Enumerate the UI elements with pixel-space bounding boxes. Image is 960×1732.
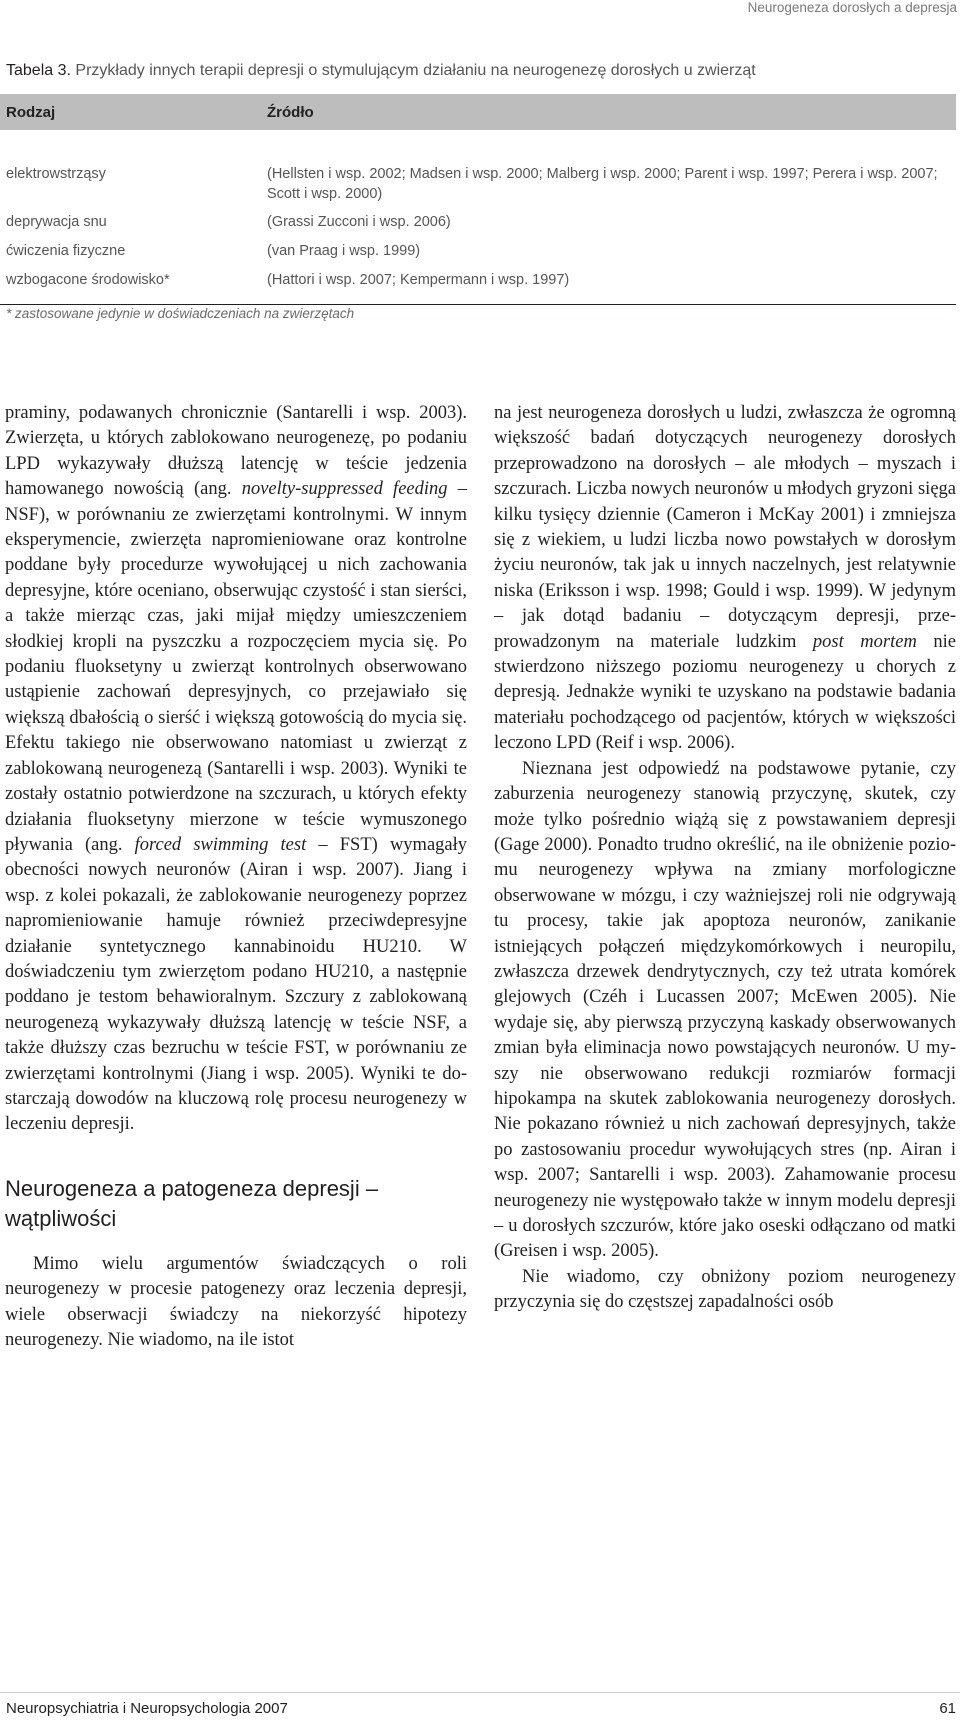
table-cell-type: wzbogacone środowisko* [0,261,261,305]
table-cell-source: (Hattori i wsp. 2007; Kempermann i wsp. 1997) [261,261,956,305]
section-heading: Neurogeneza a patogeneza depresji – wątpliwości [5,1175,379,1231]
table-header-source: Źródło [261,94,956,130]
body-paragraph: Mimo wielu argumentów świadczących o roli neurogenezy w procesie patogenezy oraz leczenia depresji, wiele obserwacji świadczy na niekorzyść hipotezy neurogenezy. Nie wiadomo, na ile istot [5,1253,467,1350]
footer-journal-name: Neuropsychiatria i Neuropsychologia 2007 [6,1700,288,1717]
text-run: – NSF), w porównaniu ze zwierzętami kontrolnymi. W innym eksperymencie, zwierzęta napromieniowane oraz kontrolne poddane były procedurze wywołującej u nich zachowania depresyjne, które oceniano, obserwując czystość i stan sierści, a także mierząc czas, jaki mijał między umieszczeniem słodkiej kropli na pyszczku a rozpoczęciem mycia się. Po podaniu fluoksetyny u zwierząt kontrolnych obserwowano ustąpienie zachowań depresyjnych, co przejawiało się większą dbałością o sierść i większą gotowością do mycia się. Efektu takiego nie obserwowano natomiast u zwierząt z zablokowaną neurogenezą (Santarelli i wsp. 2003). Wyniki te zostały ostatnio potwierdzone na szczurach, u których efekty działania fluoksetyny mierzone w teście wymuszonego pływania (ang. [5,479,467,855]
left-text-column [5,401,467,1353]
text-run: – FST) wymagały obecności nowych neuronów (Airan i wsp. 2007). Jiang i wsp. z kolei pokazali, że zablokowanie neurogenezy poprzez napromieniowanie hamuje również przeciwdepresyjne działanie syntetycznego kannabinoidu HU210. W doświadczeniu tym zwierzętom podano HU210, a następnie poddano je testom behawioralnym. Szczury z zablokowaną neurogenezą wykazywały dłuższą latencję w teście NSF, a także dłuższy czas bezruchu w teście FST, w porównaniu ze zwierzętami kontrolnymi (Jiang i wsp. 2005). Wyniki te dostarczają dowodów na kluczową rolę procesu neurogenezy w leczeniu depresji. [5,834,468,1135]
table-footnote: * zastosowane jedynie w doświadczeniach na zwierzętach [6,306,355,321]
right-text-column [494,401,956,1316]
text-run: na jest neurogeneza dorosłych u ludzi, zwłaszcza że ogromną większość badań dotyczących neurogenezy dorosłych przeprowadzono na dorosłych – ale młodych – myszach i szczurach. Liczba nowych neuronów u młodych gryzoni sięga kilku tysięcy dziennie (Cameron i McKay 2001) i zmniejsza się z wiekiem, u ludzi liczba nowo powstałych w dorosłym życiu neuronów, tak jak u innych naczelnych, jest relatywnie niska (Eriksson i wsp. 1998; Gould i wsp. 1999). W jedynym – jak dotąd badaniu – dotyczącym depresji, przeprowadzonym na materiale ludzkim [494,403,956,652]
table-header-row [0,94,956,130]
english-term: forced swimming test [134,834,307,855]
therapy-table [0,94,956,305]
body-paragraph: Nie wiadomo, czy obniżony poziom neurogenezy przyczynia się do częstszej zapadalności osób [494,1266,956,1313]
body-paragraph: Nieznana jest odpowiedź na podstawowe pytanie, czy zaburzenia neurogenezy stanowią przyczynę, skutek, czy może tylko pośrednio wiążą się z powstawaniem depresji (Gage 2000). Ponadto trudno określić, na ile obniżenie poziomu neurogenezy wpływa na zmiany morfologiczne obserwowane w mózgu, i czy ważniejszej roli nie odgrywają tu procesy, takie jak apoptoza neuronów, zanikanie istniejących połączeń międzykomórkowych i neuropilu, zwłaszcza drzewek dendrytycznych, czy też utrata komórek glejowych (Czéh i Lucassen 2007; McEwen 2005). Nie wydaje się, aby pierwszą przyczyną kaskady obserwowanych zmian była eliminacja nowo powstających neuronów. U myszy nie obserwowano redukcji rozmiarów formacji hipokampa na skutek zablokowania neurogenezy dorosłych. Nie pokazano również u nich zachowań depresyjnych, także po zastosowaniu procedur wywołujących stres (np. Airan i wsp. 2007; Santarelli i wsp. 2003). Zahamowanie procesu neurogenezy nie występowało także w innym modelu depresji – u dorosłych szczurów, które jako oseski odłączano od matki (Greisen i wsp. 2005). [494,758,956,1262]
table-cell-type: deprywacja snu [6,214,107,230]
body-paragraph [494,401,956,757]
table-caption-label: Tabela 3. [6,62,71,79]
table-row [0,204,956,232]
table-caption [6,62,956,80]
body-paragraph [5,401,467,1138]
english-term: novelty-suppressed feeding [241,479,448,500]
table-cell-type: ćwiczenia fizyczne [6,243,126,259]
table-caption-text: Przykłady innych terapii depresji o stymulującym działaniu na neurogenezę dorosłych u zwierząt [75,62,756,79]
table-cell-source: (van Praag i wsp. 1999) [267,243,421,259]
table-cell-source: (Hellsten i wsp. 2002; Madsen i wsp. 2000; Malberg i wsp. 2000; Parent i wsp. 1997; Perera i wsp. 2007; Scott i wsp. 2000) [267,166,938,202]
page-number: 61 [939,1700,956,1717]
table-cell-type: elektrowstrząsy [6,166,106,182]
table-row [0,232,956,261]
running-head: Neurogeneza dorosłych a depresja [747,0,957,15]
table-header-type: Rodzaj [0,94,261,130]
footer-divider [0,1692,960,1693]
table-row [0,130,956,204]
text-run: nie stwierdzono niższego poziomu neurogenezy u chorych z depresją. Jednakże wyniki te uzyskano na podstawie badania materiału pochodzącego od pacjentów, których w większości leczono LPD (Reif i wsp. 2006). [494,631,956,754]
text-run: praminy, podawanych chronicznie (Santarelli i wsp. 2003). Zwierzęta, u których zablokowano neurogenezę, po podaniu LPD wykazywały dłuższą latencję w teście jedzenia hamowanego nowością (ang. [5,403,467,500]
table-row [0,261,956,305]
table-cell-source: (Grassi Zucconi i wsp. 2006) [267,214,451,230]
latin-term: post mortem [812,631,917,652]
